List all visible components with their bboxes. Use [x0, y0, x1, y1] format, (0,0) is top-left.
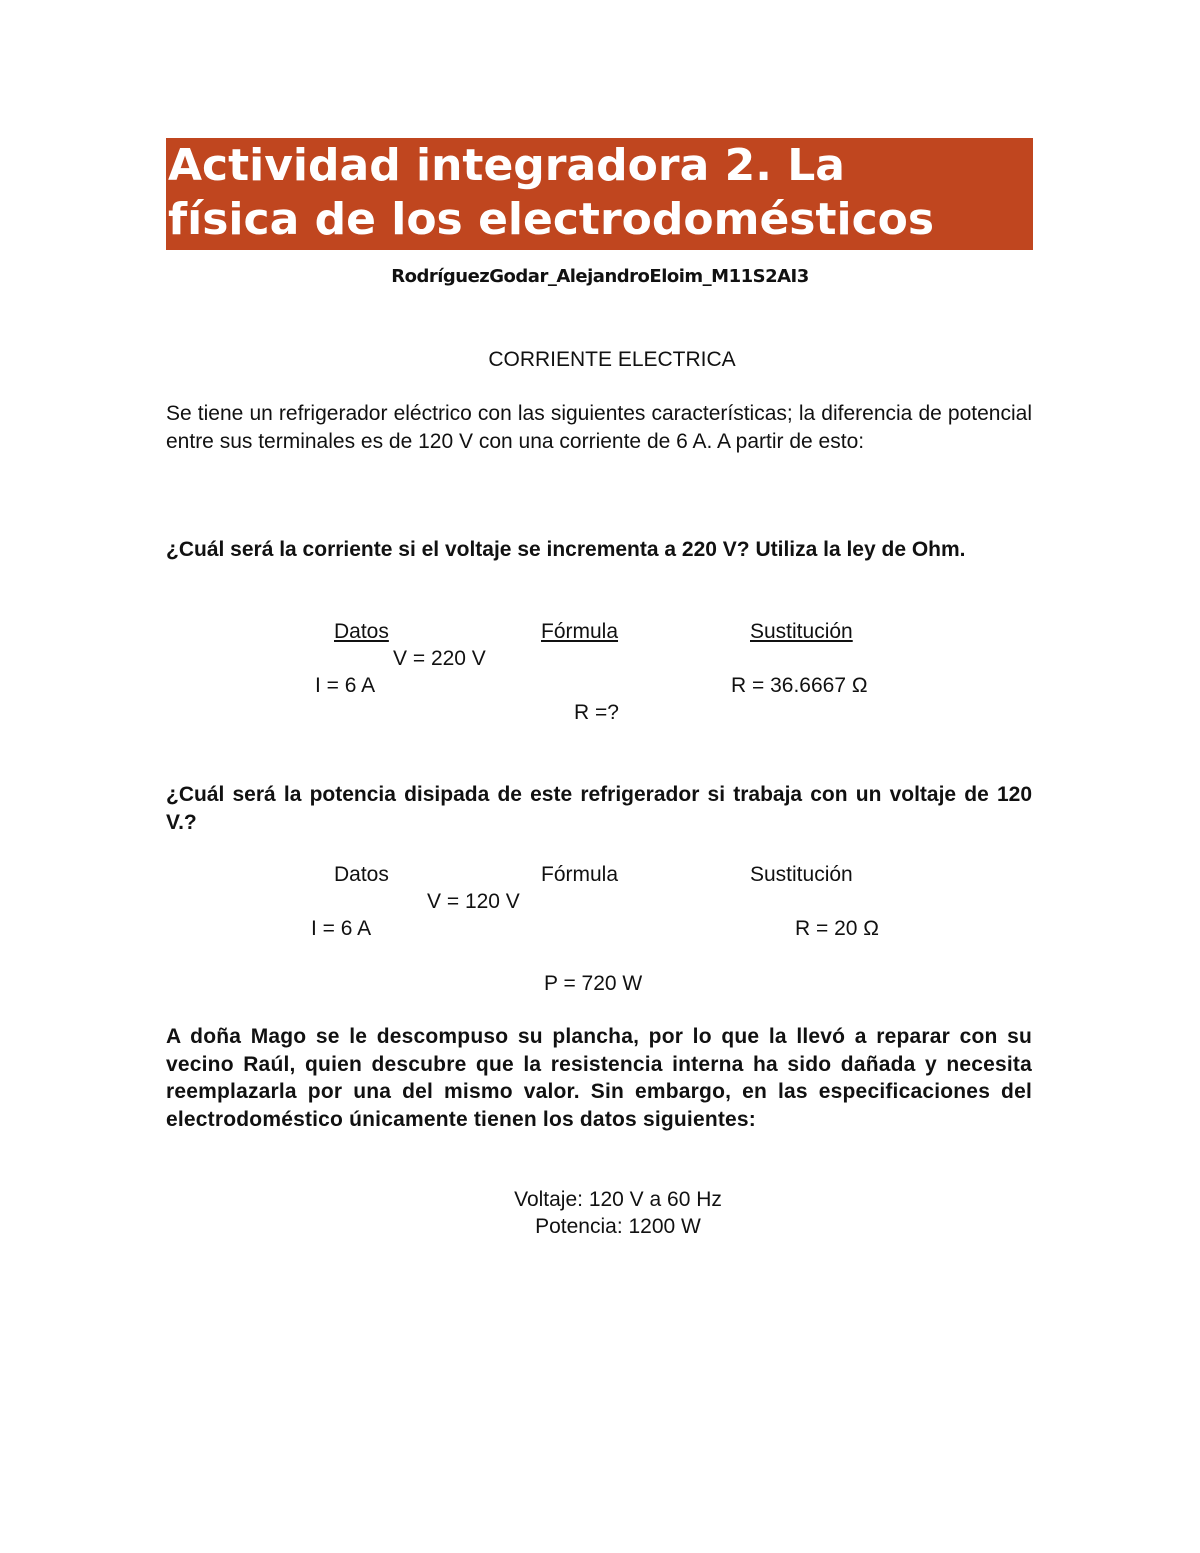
q2-formula-header: Fórmula — [541, 863, 619, 886]
section-heading: CORRIENTE ELECTRICA — [488, 348, 736, 371]
q1-resistance-unknown: R =? — [574, 701, 619, 724]
q1-datos-header: Datos — [334, 620, 389, 643]
q2-power-result: P = 720 W — [544, 972, 643, 995]
author-id: RodríguezGodar_AlejandroEloim_M11S2AI3 — [391, 266, 809, 287]
q1-current: I = 6 A — [315, 674, 376, 697]
question-1: ¿Cuál será la corriente si el voltaje se incrementa a 220 V? Utiliza la ley de Ohm. — [166, 538, 966, 561]
document-title-line-1: Actividad integradora 2. La — [168, 140, 845, 191]
q2-resistance-result: R = 20 Ω — [795, 917, 879, 940]
q2-sustitucion-header: Sustitución — [750, 863, 853, 886]
spec-power: Potencia: 1200 W — [535, 1215, 701, 1238]
document-title-line-2: física de los electrodomésticos — [168, 194, 935, 245]
q1-voltage: V = 220 V — [393, 647, 486, 670]
q2-voltage: V = 120 V — [427, 890, 520, 913]
q1-sustitucion-header: Sustitución — [750, 620, 853, 643]
q2-datos-header: Datos — [334, 863, 389, 886]
q1-resistance-result: R = 36.6667 Ω — [731, 674, 868, 697]
question-2: ¿Cuál será la potencia disipada de este refrigerador si trabaja con un voltaje de 120 V.? — [166, 783, 1032, 834]
q2-current: I = 6 A — [311, 917, 372, 940]
question-3-statement: A doña Mago se le descompuso su plancha, por lo que la llevó a reparar con su vecino Raúl, quien descubre que la resistencia interna ha sido dañada y necesita reemplazarla por una del mismo valor. Sin embargo, en las especificaciones del electrodoméstico únicamente tienen los datos siguientes: — [166, 1025, 1032, 1131]
q1-formula-header: Fórmula — [541, 620, 619, 643]
intro-paragraph: Se tiene un refrigerador eléctrico con las siguientes características; la diferencia de potencial entre sus terminales es de 120 V con una corriente de 6 A. A partir de esto: — [166, 402, 1032, 453]
spec-voltage: Voltaje: 120 V a 60 Hz — [514, 1188, 722, 1211]
